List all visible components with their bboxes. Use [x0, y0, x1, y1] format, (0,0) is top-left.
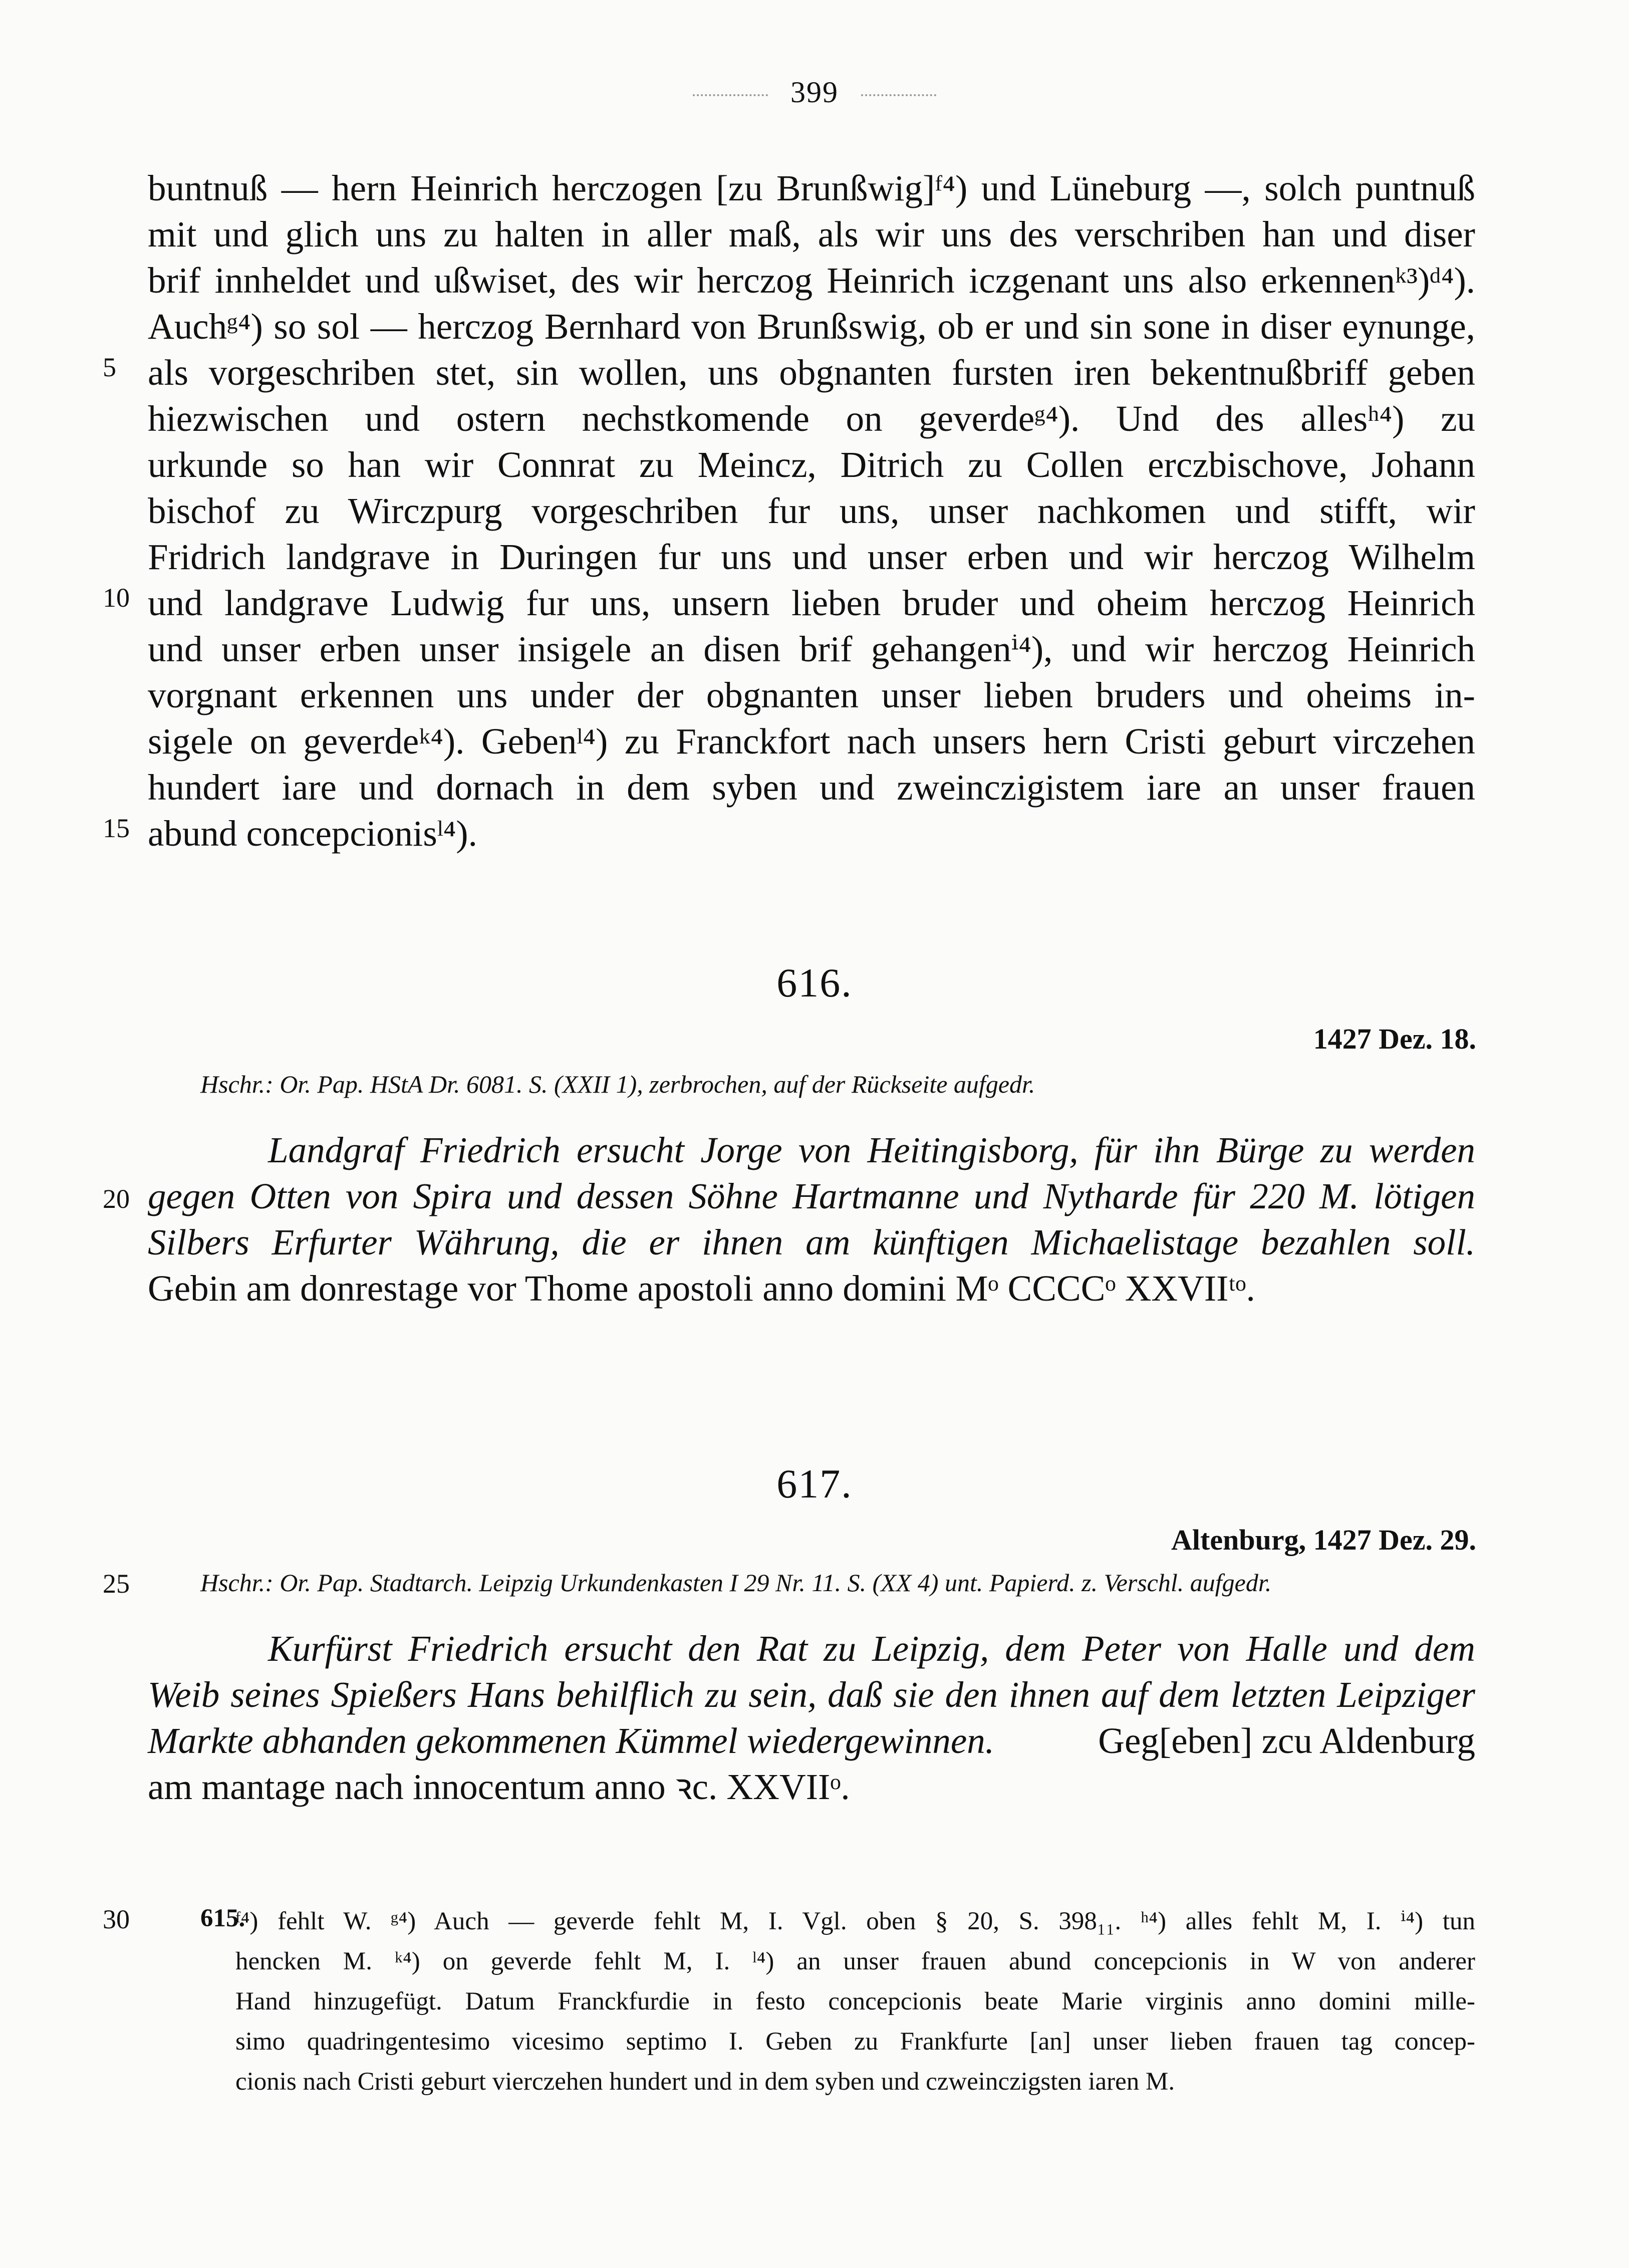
text-line: abund concepcionisˡ⁴). — [148, 813, 477, 854]
document-date: Altenburg, 1427 Dez. 29. — [1171, 1524, 1476, 1556]
doc615-text — [148, 165, 1475, 857]
doc617-text — [148, 1626, 1475, 1810]
date-line-part: Geg[eben] zcu Aldenburg — [1098, 1720, 1475, 1761]
margin-line-number: 5 — [103, 352, 116, 382]
text-line: bischof zu Wirczpurg vorgeschriben fur uns, unser nachkomen und stifft, wir — [148, 490, 1475, 531]
footnotes — [235, 1901, 1475, 2102]
text-line: buntnuß — hern Heinrich herczogen [zu Brunßwig]ᶠ⁴) und Lüneburg —, solch puntnuß — [148, 168, 1475, 208]
regest-line: Weib seines Spießers Hans behilflich zu sein, daß sie den ihnen auf dem letzten Leipziger — [148, 1674, 1475, 1715]
text-line: Auchᵍ⁴) so sol — herczog Bernhard von Brunßswig, ob er und sin sone in diser eynunge, — [148, 306, 1475, 347]
footnote-line: hencken M. ᵏ⁴) on geverde fehlt M, I. ˡ⁴) an unser frauen abund concepcionis in W von anderer — [235, 1947, 1475, 1975]
margin-line-number: 25 — [103, 1569, 130, 1599]
text-line: Fridrich landgrave in Duringen fur uns und unser erben und wir herczog Wilhelm — [148, 537, 1475, 577]
date-line: Gebin am donrestage vor Thome apostoli anno domini Mᵒ CCCCᵒ XXVIIᵗᵒ. — [148, 1268, 1255, 1309]
text-line: und landgrave Ludwig fur uns, unsern lieben bruder und oheim herczog Heinrich — [148, 583, 1475, 623]
document-date: 1427 Dez. 18. — [1313, 1023, 1476, 1055]
regest-line: Kurfürst Friedrich ersucht den Rat zu Leipzig, dem Peter von Halle und dem — [268, 1628, 1475, 1669]
text-line: brif innheldet und ußwiset, des wir herczog Heinrich iczgenant uns also erkennenᵏ³)ᵈ⁴). — [148, 260, 1475, 301]
text-line: hundert iare und dornach in dem syben und zweinczigistem iare an unser frauen — [148, 767, 1475, 808]
margin-line-number: 20 — [103, 1184, 130, 1214]
text-line: und unser erben unser insigele an disen brif gehangenⁱ⁴), und wir herczog Heinrich — [148, 629, 1475, 669]
manuscript-source: Hschr.: Or. Pap. Stadtarch. Leipzig Urkundenkasten I 29 Nr. 11. S. (XX 4) unt. Papierd. z. Verschl. aufgedr. — [200, 1569, 1272, 1597]
document-number: 616. — [776, 960, 853, 1005]
text-line: mit und glich uns zu halten in aller maß, als wir uns des verschriben han und diser — [148, 214, 1475, 255]
header-rule-left — [693, 94, 768, 96]
date-line: am mantage nach innocentum anno ꝛc. XXVIIᵒ. — [148, 1767, 850, 1807]
text-line: als vorgeschriben stet, sin wollen, uns obgnanten fursten iren bekentnußbriff geben — [148, 352, 1475, 393]
margin-line-number: 10 — [103, 583, 130, 613]
text-line: urkunde so han wir Connrat zu Meincz, Ditrich zu Collen erczbischove, Johann — [148, 444, 1475, 485]
regest-line: Silbers Erfurter Währung, die er ihnen am künftigen Michaelistage bezahlen soll. — [148, 1222, 1475, 1263]
page-header — [0, 75, 1629, 110]
footnote-line: simo quadringentesimo vicesimo septimo I. Geben zu Frankfurte [an] unser lieben frauen tag concep- — [235, 2028, 1475, 2056]
document-number: 617. — [776, 1461, 853, 1506]
text-line: vorgnant erkennen uns under der obgnanten unser lieben bruders und oheims in- — [148, 675, 1475, 715]
text-line: sigele on geverdeᵏ⁴). Gebenˡ⁴) zu Franckfort nach unsers hern Cristi geburt virczehen — [148, 721, 1475, 762]
regest-line: gegen Otten von Spira und dessen Söhne Hartmanne und Nytharde für 220 M. lötigen — [148, 1176, 1475, 1216]
margin-line-number: 15 — [103, 813, 130, 843]
page-number: 399 — [790, 76, 839, 109]
header-rule-right — [861, 94, 936, 96]
footnote-line: Hand hinzugefügt. Datum Franckfurdie in festo concepcionis beate Marie virginis anno domini mille- — [235, 1987, 1475, 2015]
margin-line-number: 30 — [103, 1904, 130, 1934]
footnote-line: cionis nach Cristi geburt vierczehen hundert und in dem syben und czweinczigsten iaren M. — [235, 2068, 1175, 2096]
footnote-document-ref: 615. — [200, 1904, 245, 1932]
text-line: hiezwischen und ostern nechstkomende on geverdeᵍ⁴). Und des allesʰ⁴) zu — [148, 398, 1475, 439]
regest-line: Landgraf Friedrich ersucht Jorge von Heitingisborg, für ihn Bürge zu werden — [268, 1130, 1475, 1170]
regest-line — [148, 1718, 1475, 1764]
doc616-text — [148, 1127, 1475, 1312]
footnote-line: ᶠ⁴) fehlt W. ᵍ⁴) Auch — geverde fehlt M, I. Vgl. oben § 20, S. 398₁₁. ʰ⁴) alles fehlt M, I. ⁱ⁴) tun — [235, 1907, 1475, 1935]
manuscript-source: Hschr.: Or. Pap. HStA Dr. 6081. S. (XXII 1), zerbrochen, auf der Rückseite aufgedr. — [200, 1070, 1035, 1098]
regest-line-part: Markte abhanden gekommenen Kümmel wiedergewinnen. — [148, 1720, 995, 1761]
